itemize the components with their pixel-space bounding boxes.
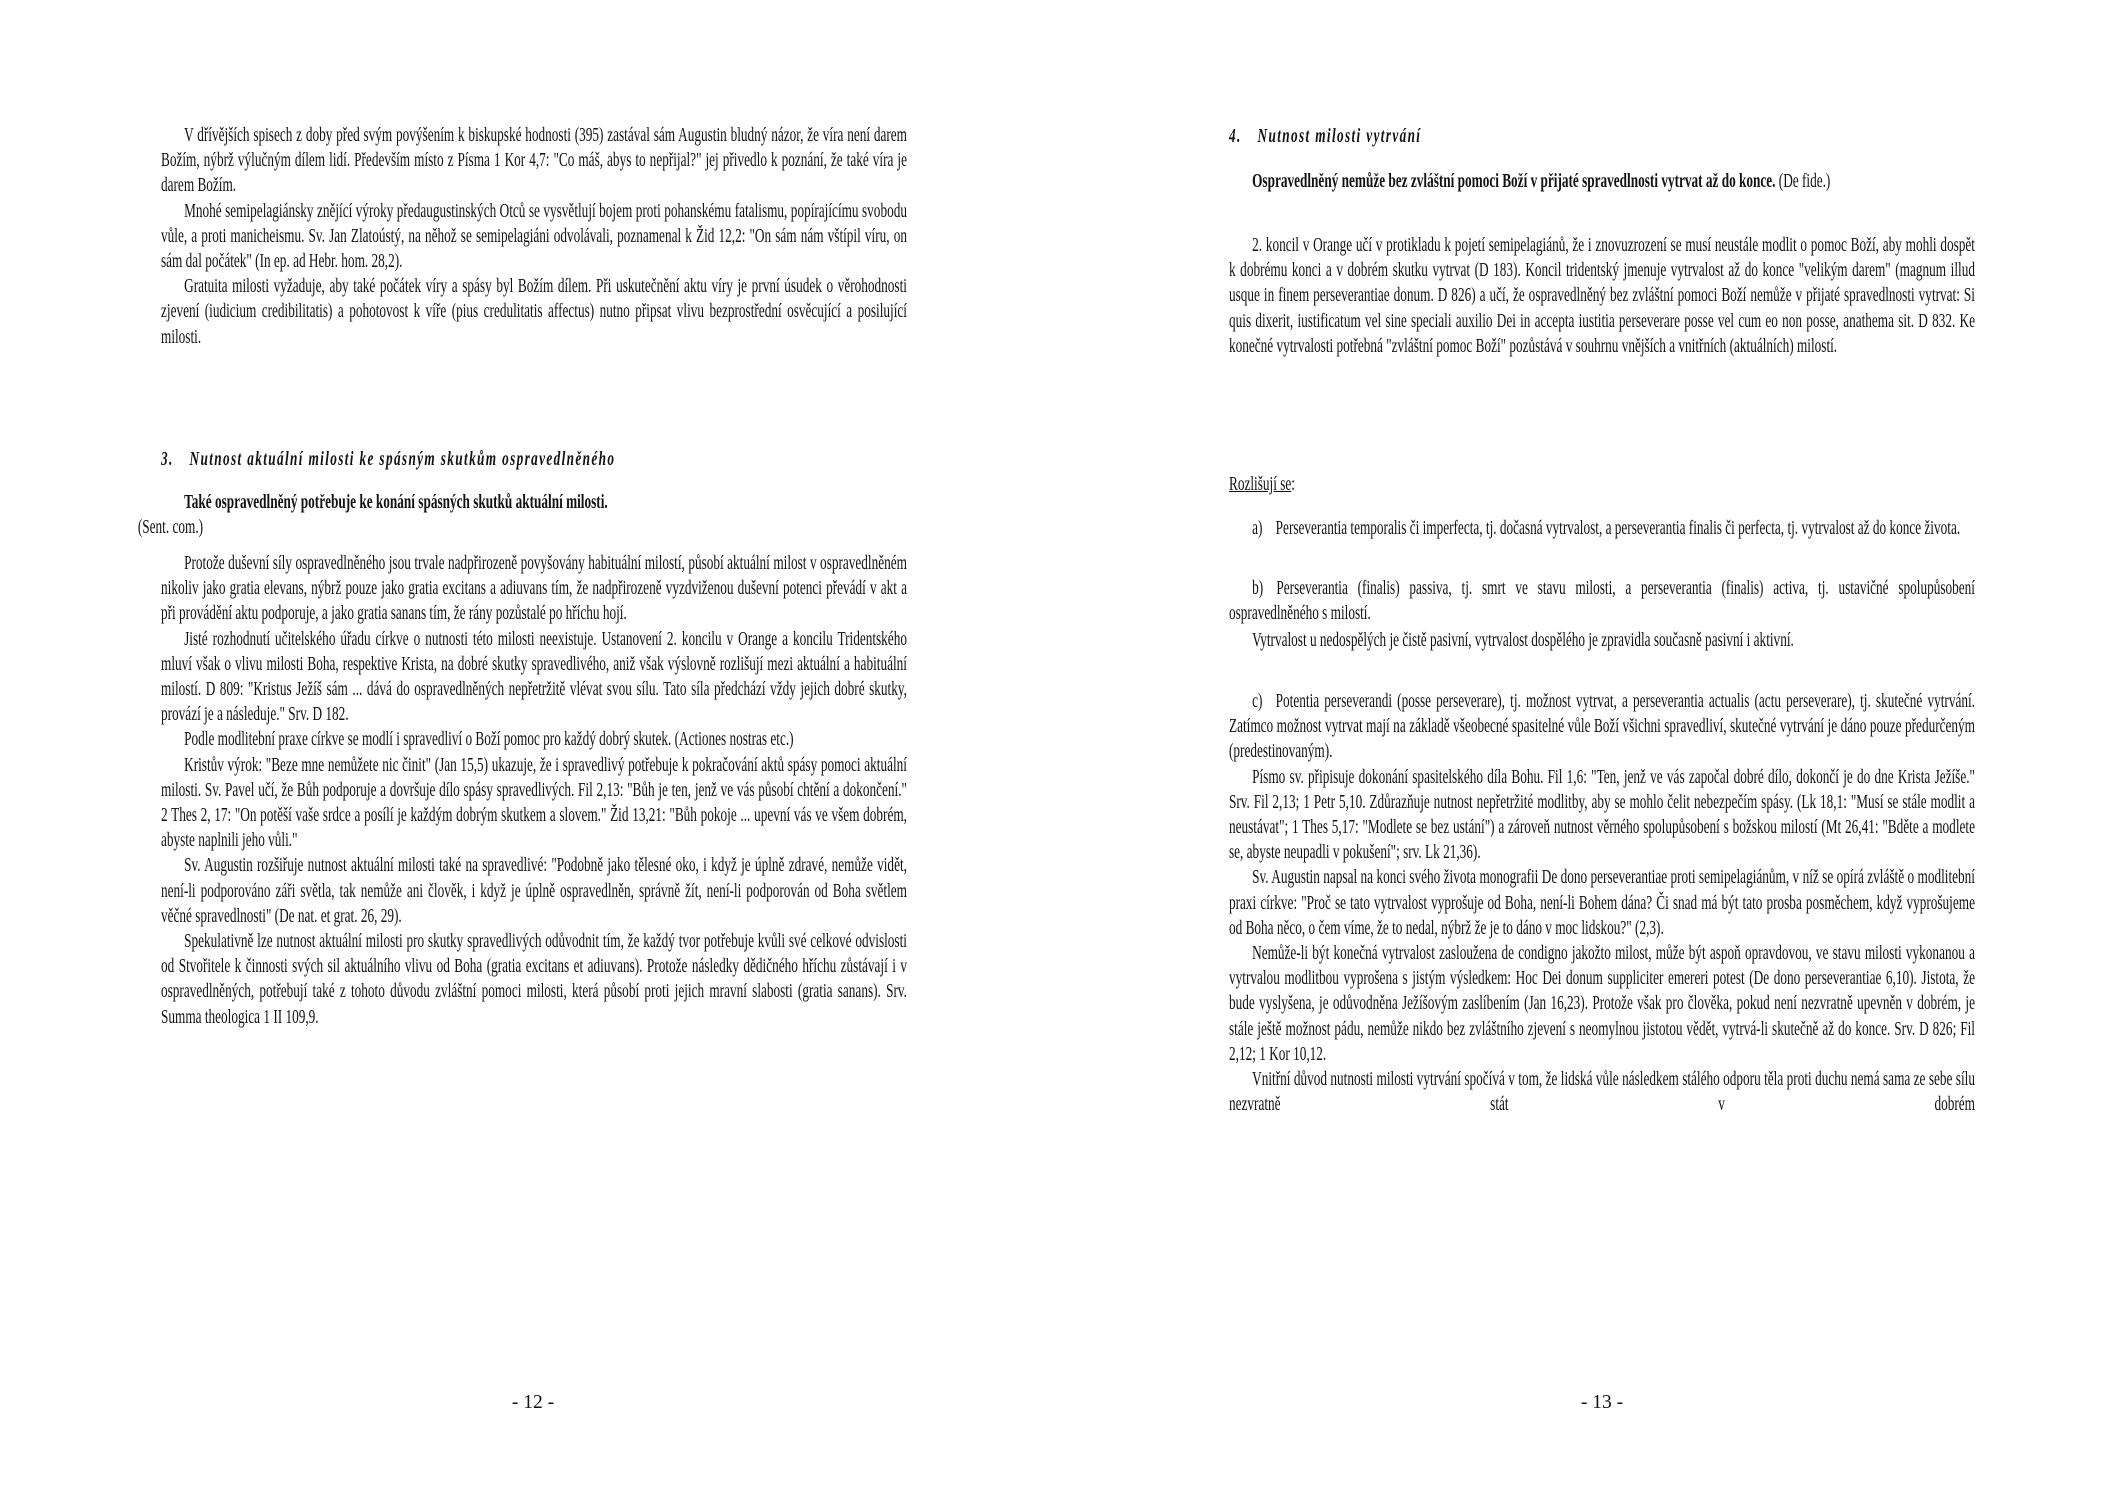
section-heading-3 <box>161 447 907 472</box>
paragraph: Písmo sv. připisuje dokonání spasitelského díla Bohu. Fil 1,6: "Ten, jenž ve vás započal dobré dílo, dokončí je do dne Krista Ježíše." Srv. Fil 2,13; 1 Petr 5,10. Zdůrazňuje nutnost nepřetržité modlitby, aby se mohlo čelit nebezpečím spásy. (Lk 18,1: "Musí se stále modlit a neustávat"; 1 Thes 5,17: "Modlete se bez ustání") a zároveň nutnost věrného spolupůsobení s božskou milostí (Mt 26,41: "Bděte a modlete se, abyste neupadli v pokušení"; srv. Lk 21,36). <box>1229 766 1975 864</box>
paragraph: Mnohé semipelagiánsky znějící výroky předaugustinských Otců se vysvětlují bojem proti pohanskému fatalismu, popírajícímu svobodu vůle, a proti manicheismu. Sv. Jan Zlatoústý, na něhož se semipelagiáni odvolávali, poznamenal k Žid 12,2: "On sám nám vštípil víru, on sám dal počátek" (In ep. ad Hebr. hom. 28,2). <box>161 200 907 273</box>
right-body <box>1229 689 1975 1117</box>
paragraph: V dřívějších spisech z doby před svým povýšením k biskupské hodnosti (395) zastával sám Augustin bludný názor, že víra není darem Božím, nýbrž výlučným dílem lidí. Především místo z Písma 1 Kor 4,7: "Co máš, abys to nepřijal?" jej přivedlo k poznání, že také víra je darem Božím. <box>161 125 907 197</box>
colon: : <box>1291 474 1295 495</box>
paragraph: Jisté rozhodnutí učitelského úřadu církve o nutnosti této milosti neexistuje. Ustanovení 2. koncilu v Orange a koncilu Tridentského mluví však o vlivu milosti Boha, respektive Krista, na dobré skutky spravedlivého, aniž však výslovně rozlišují mezi aktuální a habituální milostí. D 809: "Kristus Ježíš sám ... dává do ospravedlněných nepřetržitě vlévat svou sílu. Tato síla předchází vždy jejich dobré skutky, provází je a následuje." Srv. D 182. <box>161 628 907 726</box>
thesis-bold: Ospravedlněný nemůže bez zvláštní pomoci Boží v přijaté spravedlnosti vytrvat až do konce. <box>1252 171 1776 192</box>
section-title: Nutnost aktuální milosti ke spásným skutkům ospravedlněného <box>189 449 616 470</box>
list-item: a) Perseverantia temporalis či imperfecta, tj. dočasná vytrvalost, a perseverantia finalis či perfecta, tj. vytrvalost až do konce života. <box>1252 518 1961 539</box>
item-b <box>1229 576 1975 654</box>
list-item: c) Potentia perseverandi (posse perseverare), tj. možnost vytrvat, a perseverantia actualis (actu perseverare), tj. skutečné vytrvání. Zatímco možnost vytrvat mají na základě všeobecné spasitelné vůle Boží všichni spravedliví, skutečné vytrvání je dáno pouze předurčeným (predestinovaným). <box>1229 691 1975 763</box>
paragraph: Vnitřní důvod nutnosti milosti vytrvání spočívá v tom, že lidská vůle následkem stálého odporu těla proti duchu nemá sama ze sebe sílu nezvratně stát v dobrém <box>1229 1069 1975 1116</box>
paragraph: Vytrvalost u nedospělých je čistě pasivní, vytrvalost dospělého je zpravidla současně pasivní i aktivní. <box>1252 630 1794 652</box>
page-number-left: - 12 - <box>511 1392 555 1413</box>
page-number-right: - 13 - <box>1580 1392 1624 1413</box>
thesis-note: (De fide.) <box>1778 171 1831 192</box>
list-item: b) Perseverantia (finalis) passiva, tj. smrt ve stavu milosti, a perseverantia (finalis) activa, tj. ustavičné spolupůsobení ospravedlněného s milostí. <box>1229 578 1975 625</box>
paragraph: Spekulativně lze nutnost aktuální milosti pro skutky spravedlivých odůvodnit tím, že každý tvor potřebuje kvůli své celkové odvislosti od Stvořitele k činnosti svých sil aktuálního vlivu od Boha (gratia excitans et adiuvans). Protože následky dědičného hříchu zůstávají i v ospravedlněných, potřebují také z tohoto důvodu zvláštní pomoci milosti, která působí proti jejich mravní slabosti (gratia sanans). Srv. Summa theologica 1 II 109,9. <box>161 931 907 1028</box>
paragraph: 2. koncil v Orange učí v protikladu k pojetí semipelagiánů, že i znovuzrození se musí neustále modlit o pomoc Boží, aby mohli dospět k dobrému konci a v dobrém skutku vytrvat (D 183). Koncil tridentský jmenuje vytrvalost až do konce "velikým darem" (magnum illud usque in finem perseverantiae donum. D 826) a učí, že ospravedlněný bez zvláštní pomoci Boží nemůže v přijaté spravedlnosti vytrvat: Si quis dixerit, iustificatum vel sine speciali auxilio Dei in accepta iustitia perseverare posse vel cum eo non posse, anathema sit. D 832. Ke konečné vytrvalosti potřebná "zvláštní pomoc Boží" pozůstává v souhrnu vnějších a vnitřních (aktuálních) milostí. <box>1229 235 1975 357</box>
paragraph: Sv. Augustin napsal na konci svého života monografii De dono perseverantiae proti semipelagiánům, v níž se opírá zvláště o modlitební praxi církve: "Proč se tato vytrvalost vyprošuje od Boha, není-li Bohem dána? Či snad má být tato prosba posměchem, když vyprošujeme od Boha něco, o čem víme, že to nedal, nýbrž že je to dáno v moc lidskou?" (2,3). <box>1229 867 1975 939</box>
left-body <box>161 551 907 1030</box>
thesis-note: (Sent. com.) <box>137 517 204 539</box>
paragraph: Nemůže-li být konečná vytrvalost zasloužena de condigno jakožto milost, může být aspoň opravdovou, ve stavu milosti vykonanou a vytrvalou modlitbou vyprošena s jistým výsledkem: Hoc Dei donum suppliciter emereri potest (De dono perseverantiae 6,10). Jistota, že bude vyslyšena, je odůvodněna Ježíšovým zaslíbením (Jan 16,23). Protože však pro člověka, pokud není nezvratně upevněn v dobrém, je stále ještě možnost pádu, nemůže nikdo bez zvláštního zjevení s neomylnou jistotou vědět, vytrvá-li skutečně až do konce. Srv. D 826; Fil 2,12; 1 Kor 10,12. <box>1229 943 1975 1065</box>
thesis <box>1229 169 1975 194</box>
section-title: Nutnost milosti vytrvání <box>1257 126 1422 147</box>
section-number: 3. <box>161 449 174 470</box>
distinguish-label: Rozlišují se <box>1229 474 1292 495</box>
paragraph: Sv. Augustin rozšiřuje nutnost aktuální milosti také na spravedlivé: "Podobně jako tělesné oko, i když je úplně zdravé, nemůže vidět, není-li podporováno záři světla, tak nemůže ani člověk, i když je úplně ospravedlněn, správně žít, není-li podporován od Boha světlem věčné spravedlnosti" (De nat. et grat. 26, 29). <box>161 855 907 927</box>
item-a <box>1229 516 1975 541</box>
left-intro <box>161 123 907 350</box>
section-heading-4 <box>1229 124 1975 149</box>
paragraph: Gratuita milosti vyžaduje, aby také počátek víry a spásy byl Božím dílem. Při uskutečnění aktu víry je první úsudek o věrohodnosti zjevení (iudicium credibilitatis) a pohotovost k víře (pius credulitatis affectus) nutno připsat vlivu bezprostřední osvěcující a posilující milosti. <box>161 276 907 348</box>
distinguish-heading <box>1229 472 1975 497</box>
council-paragraph <box>1229 233 1975 359</box>
thesis <box>137 490 907 540</box>
paragraph: Protože duševní síly ospravedlněného jsou trvale nadpřirozeně povyšovány habituální milostí, působí aktuální milost v ospravedlněném nikoliv jako gratia elevans, nýbrž pouze jako gratia excitans a adiuvans tím, že nadpřirozeně vyzdviženou duševní potenci převádí v akt a při provádění aktu podporuje, a jako gratia sanans tím, že rány pozůstalé po hříchu hojí. <box>161 553 907 625</box>
thesis-bold: Také ospravedlněný potřebuje ke konání spásných skutků aktuální milosti. <box>184 492 608 513</box>
paragraph: Podle modlitební praxe církve se modlí i spravedliví o Boží pomoc pro každý dobrý skutek. (Actiones nostras etc.) <box>184 729 794 751</box>
paragraph: Kristův výrok: "Beze mne nemůžete nic činit" (Jan 15,5) ukazuje, že i spravedlivý potřebuje k pokračování aktů spásy pomoci aktuální milosti. Sv. Pavel učí, že Bůh podporuje a dovršuje dílo spásy spravedlivých. Fil 2,13: "Bůh je ten, jenž ve vás působí chtění a dokončení." 2 Thes 2, 17: "On potěší vaše srdce a posílí je každým dobrým skutkem a slovem." Žid 13,21: "Bůh pokoje ... upevní vás ve všem dobrém, abyste naplnili jeho vůli." <box>161 754 907 852</box>
section-number: 4. <box>1229 126 1242 147</box>
